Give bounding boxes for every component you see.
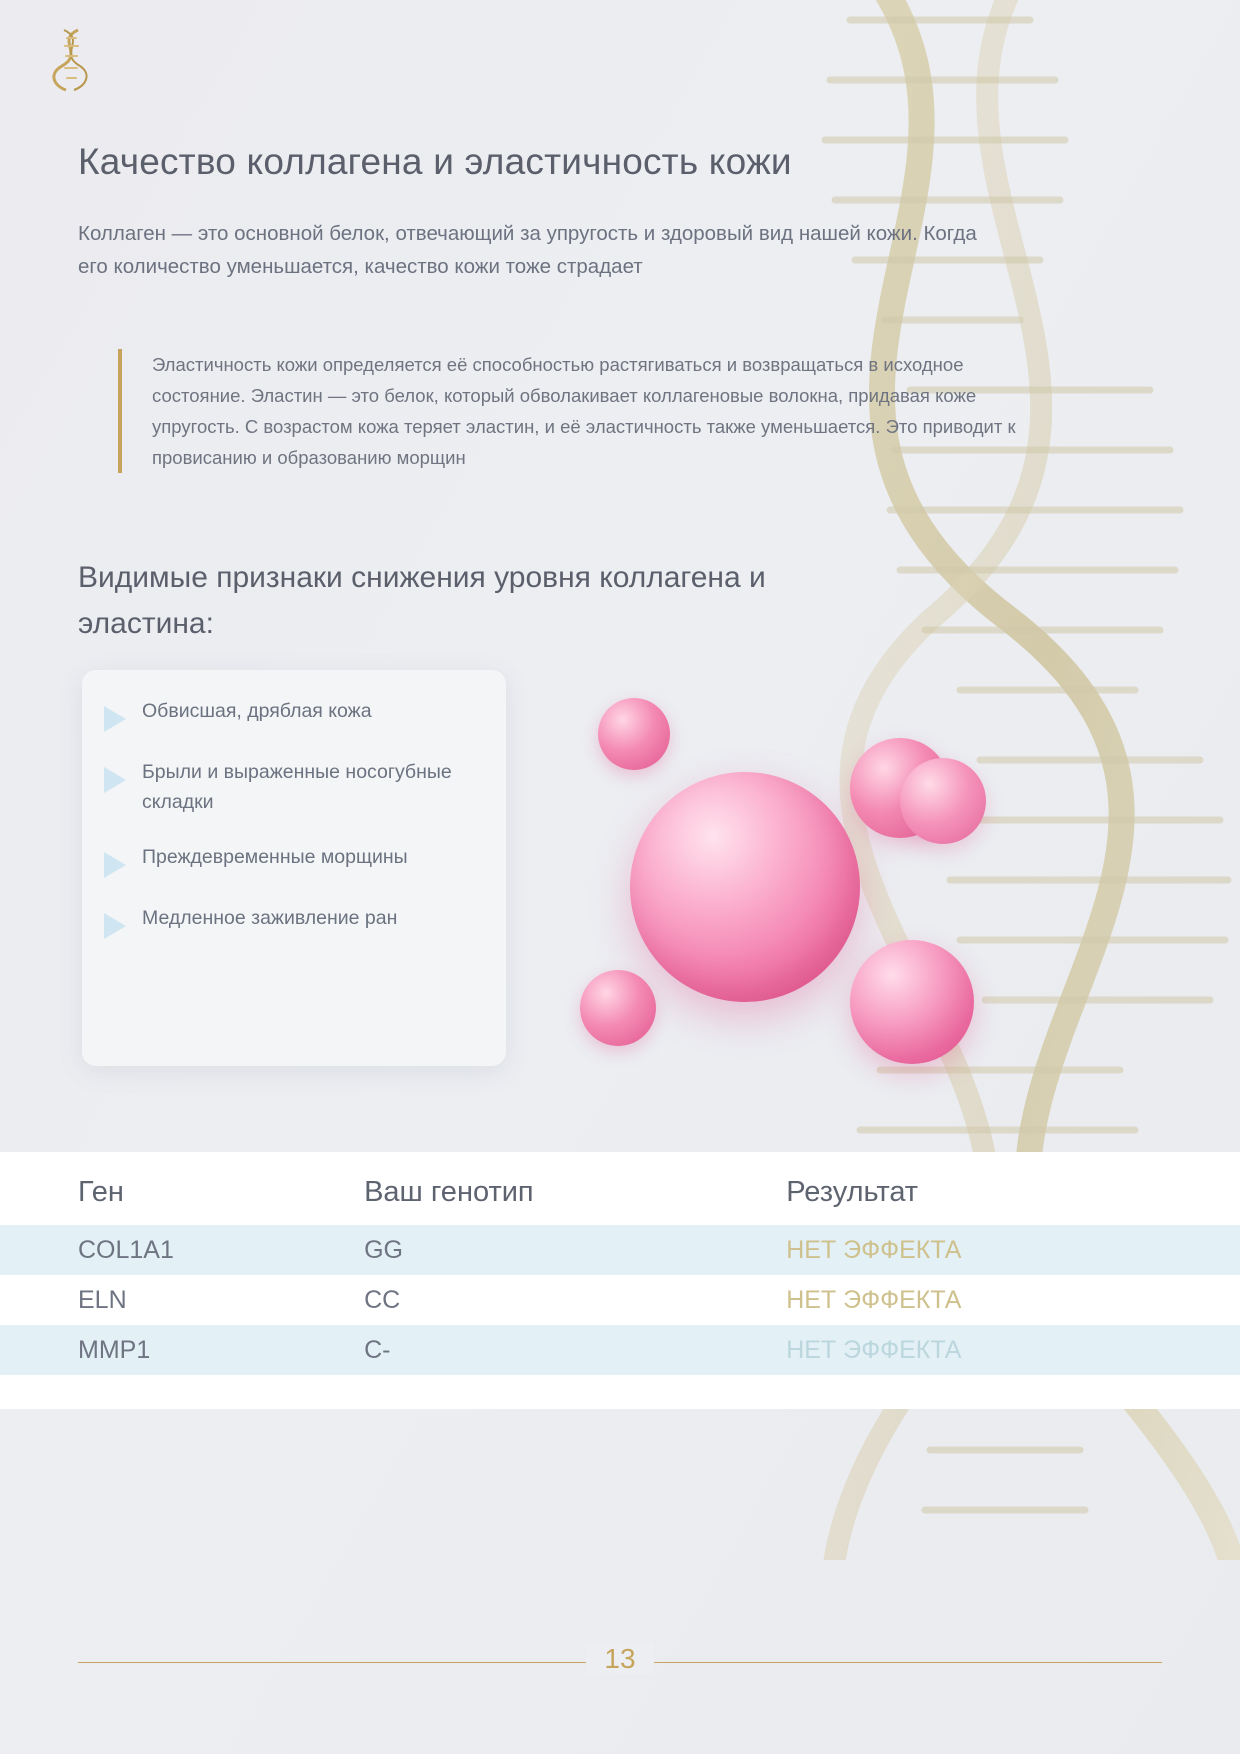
list-item-label: Брыли и выраженные носогубные складки	[142, 761, 452, 813]
list-item-label: Медленное заживление ран	[142, 907, 398, 929]
dna-helix-icon	[40, 24, 100, 94]
table-row	[0, 1275, 1240, 1325]
triangle-bullet-icon	[104, 706, 126, 732]
bubble-large-center	[630, 772, 860, 1002]
quote-block: Эластичность кожи определяется её способностью растягиваться и возвращаться в исходное состояние. Эластин — это белок, который обволакивает коллагеновые волокна, придавая коже упругость. С возрастом кожа теряет эластин, и её эластичность также уменьшается. Это приводит к провисанию и образованию морщин	[118, 349, 1032, 473]
cell-genotype: GG	[364, 1225, 786, 1275]
table-header-row	[0, 1170, 1240, 1225]
cell-genotype: CC	[364, 1275, 786, 1325]
genotype-results-table	[0, 1170, 1240, 1375]
list-item-label: Преждевременные морщины	[142, 846, 408, 868]
list-item-label: Обвисшая, дряблая кожа	[142, 700, 372, 722]
triangle-bullet-icon	[104, 767, 126, 793]
triangle-bullet-icon	[104, 913, 126, 939]
cell-genotype: C-	[364, 1325, 786, 1375]
collagen-bubbles-illustration	[540, 650, 1060, 1080]
bubble-small-top-left	[598, 698, 670, 770]
cell-result: НЕТ ЭФФЕКТА	[786, 1225, 1240, 1275]
table-row	[0, 1225, 1240, 1275]
section-subtitle: Видимые признаки снижения уровня коллагена и эластина:	[78, 560, 766, 640]
list-item	[82, 757, 506, 817]
page-number-value: 13	[586, 1643, 653, 1674]
column-header-gene: Ген	[78, 1176, 124, 1208]
cell-gene: MMP1	[0, 1325, 364, 1375]
list-item	[82, 903, 506, 939]
table-row	[0, 1325, 1240, 1375]
cell-gene: ELN	[0, 1275, 364, 1325]
bubble-medium-top-right	[850, 738, 950, 838]
page-title: Качество коллагена и эластичность кожи	[78, 140, 792, 182]
bubble-medium-top-right-overlap	[900, 758, 986, 844]
page-number	[0, 1643, 1240, 1675]
cell-result: НЕТ ЭФФЕКТА	[786, 1275, 1240, 1325]
symptoms-card	[82, 670, 506, 1066]
column-header-genotype: Ваш генотип	[364, 1176, 534, 1208]
page-bottom-band	[0, 1380, 1240, 1754]
column-header-result: Результат	[786, 1176, 919, 1208]
bubble-medium-bottom-right	[850, 940, 974, 1064]
intro-paragraph: Коллаген — это основной белок, отвечающий за упругость и здоровый вид нашей кожи. Когда его количество уменьшается, качество кожи тоже страдает	[78, 221, 977, 278]
results-table-container	[0, 1152, 1240, 1409]
cell-result: НЕТ ЭФФЕКТА	[786, 1325, 1240, 1375]
cell-gene: COL1A1	[0, 1225, 364, 1275]
triangle-bullet-icon	[104, 852, 126, 878]
list-item	[82, 696, 506, 732]
list-item	[82, 842, 506, 878]
bubble-small-bottom-left	[580, 970, 656, 1046]
